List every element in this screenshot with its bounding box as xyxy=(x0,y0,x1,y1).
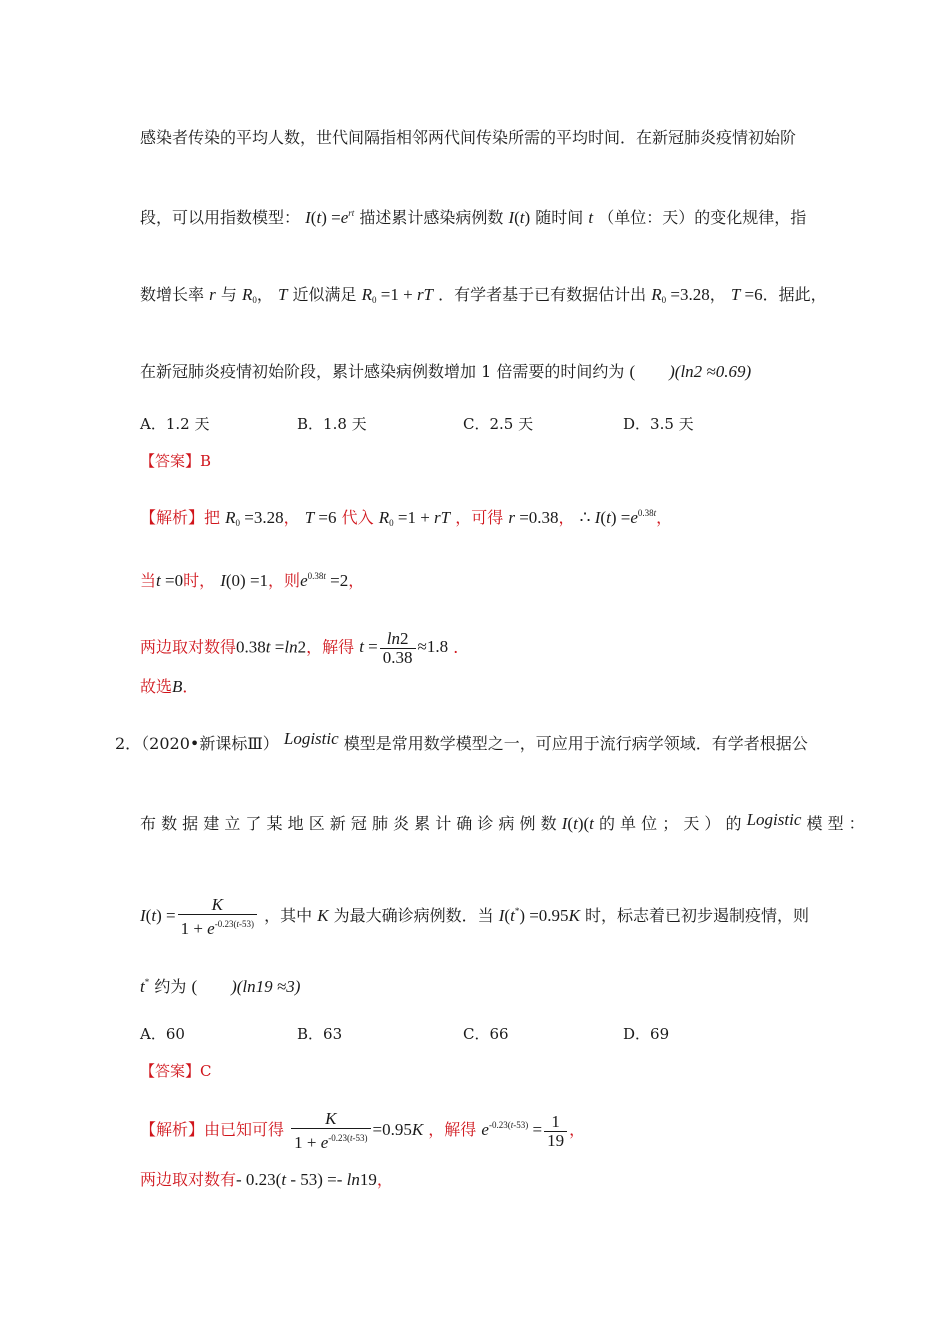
formula: K xyxy=(317,905,329,925)
formula-R0: $R_0$ xyxy=(241,285,257,305)
text: 描述累计感染病例数 xyxy=(359,208,504,227)
formula-fraction: t = $\frac{\ln 2}{0.38}$ ≈1.8 xyxy=(359,629,449,667)
text: 模型是常用数学模型之一，可应用于流行病学领域．有学者根据公 xyxy=(343,734,808,753)
p2-line-2 xyxy=(140,810,865,834)
formula-T-value: T =6 xyxy=(730,285,763,304)
p1-line-3 xyxy=(140,285,827,310)
p2-answer: 【答案】C xyxy=(140,1062,212,1080)
text: 约为 xyxy=(154,977,187,996)
hint: )(ln2 ≈0.69) xyxy=(669,362,752,381)
formula-model: $I(t) =e^{rt}$ xyxy=(305,208,355,227)
formula-fraction: $\frac{K}{1 + e^{-0.23(t-53)}}$ =0.95K xyxy=(289,1120,423,1139)
option-b: B．63 xyxy=(297,1025,343,1043)
p1-solution-1: 【解析】把 $R_0 =3.28$， T =6 代入 $R_0 =1$ + rT ，可得 r =0.38， ∴ $I(t) =e^{0.38t}$， xyxy=(140,508,673,528)
formula: $R_0 =1$ + rT xyxy=(378,508,451,528)
text: 数增长率 xyxy=(140,285,205,304)
text: 布 数 据 建 立 了 某 地 区 新 冠 肺 炎 累 计 确 诊 病 例 数 xyxy=(140,814,557,833)
text: 【解析】把 xyxy=(140,508,221,527)
formula-T: T xyxy=(277,285,288,304)
text: 在新冠肺炎疫情初始阶段，累计感染病例数增加 1 倍需要的时间约为 xyxy=(140,362,625,381)
p2-line-4 xyxy=(140,972,300,997)
p1-solution-3 xyxy=(140,630,469,667)
text: ， xyxy=(709,285,726,304)
text: 为最大确诊病例数．当 xyxy=(333,905,494,925)
text: ． xyxy=(453,637,470,657)
text: 两边取对数有 xyxy=(140,1170,237,1189)
option-a: A．60 xyxy=(140,1025,185,1043)
formula: I(t*) =0.95K xyxy=(498,905,580,925)
option-d: D．69 xyxy=(623,1025,670,1043)
option-d: D．3.5 天 xyxy=(623,415,694,433)
text: 时， xyxy=(183,571,216,590)
formula: T =6 xyxy=(304,508,337,527)
formula: t* xyxy=(140,977,150,996)
p1-solution-4 xyxy=(140,677,198,697)
formula-logistic: I(t) = $\frac{K}{1 + e^{-0.23(t-53)}}$ xyxy=(140,906,259,925)
formula-It: I(t) xyxy=(508,208,531,227)
formula-R0-value: $R_0 =3.28$ xyxy=(651,285,710,305)
text: ．有学者基于已有数据估计出 xyxy=(438,285,647,304)
text: 两边取对数得 xyxy=(140,637,237,657)
text: 当 xyxy=(140,571,157,590)
p2-line-1 xyxy=(115,729,808,754)
text: （单位：天）的变化规律，指 xyxy=(598,208,807,227)
option-a: A．1.2 天 xyxy=(140,415,210,433)
text: ，解得 xyxy=(306,637,355,657)
text: ，其中 xyxy=(264,905,313,925)
p2-line-3 xyxy=(140,896,809,938)
text: 与 xyxy=(220,285,237,304)
answer-blank: ( xyxy=(629,362,670,381)
formula: $R_0 =3.28$ xyxy=(225,508,284,528)
formula: t =0 xyxy=(156,571,184,590)
formula: r =0.38 xyxy=(508,508,559,527)
formula: I(t)(t xyxy=(561,814,594,833)
hint: )(ln19 ≈3) xyxy=(231,977,301,996)
text: 模 型 ： xyxy=(806,814,865,833)
answer-blank: ( xyxy=(191,977,232,996)
question-number: 2．（2020•新课标Ⅲ） xyxy=(115,734,279,753)
text: ， xyxy=(256,285,273,304)
formula: Logistic xyxy=(283,729,339,748)
formula: $e^{0.38t} =2$ xyxy=(300,571,349,590)
option-c: C．2.5 天 xyxy=(463,415,534,433)
text: 段，可以用指数模型： xyxy=(140,208,301,227)
text: ， xyxy=(348,571,365,590)
formula: 0.38t =ln2 xyxy=(236,637,307,657)
text: ， xyxy=(376,1170,393,1189)
text: 近似满足 xyxy=(292,285,357,304)
text: 【解析】由已知可得 xyxy=(140,1119,285,1139)
text: 故选 xyxy=(140,677,173,696)
formula: - 0.23(t - 53) =- ln19 xyxy=(236,1170,377,1189)
p2-solution-2 xyxy=(140,1170,393,1190)
text: ．据此， xyxy=(762,285,827,304)
text: 随时间 xyxy=(535,208,584,227)
formula-r: r xyxy=(209,285,216,304)
formula: I(0) =1 xyxy=(220,571,269,590)
text: ， xyxy=(656,508,673,527)
text: ，解得 xyxy=(428,1119,477,1139)
text: 代入 xyxy=(341,508,374,527)
formula-R0-relation: $R_0 =1$ + rT xyxy=(361,285,434,305)
text: ． xyxy=(182,677,199,696)
formula: ∴ $I(t) =e^{0.38t}$ xyxy=(579,508,657,527)
text: ， xyxy=(569,1119,586,1139)
p1-solution-2 xyxy=(140,566,364,591)
text: ，可得 xyxy=(455,508,504,527)
p1-answer: 【答案】B xyxy=(140,452,212,470)
text: 的 单 位 ； 天 ） 的 xyxy=(598,814,742,833)
formula: B xyxy=(172,677,183,696)
formula-fraction: $e^{-0.23(t-53)}$ = $\frac{1}{19}$ xyxy=(481,1120,569,1139)
text: ，则 xyxy=(268,571,301,590)
p1-line-4 xyxy=(140,362,751,382)
p1-line-1: 感染者传染的平均人数，世代间隔指相邻两代间传染所需的平均时间．在新冠肺炎疫情初始阶 xyxy=(140,128,797,147)
p1-line-2 xyxy=(140,203,806,228)
option-c: C．66 xyxy=(463,1025,509,1043)
text: 时，标志着已初步遏制疫情，则 xyxy=(585,905,810,925)
formula-t: t xyxy=(588,208,594,227)
formula: Logistic xyxy=(746,810,802,829)
p2-solution-1 xyxy=(140,1110,585,1152)
option-b: B．1.8 天 xyxy=(297,415,367,433)
